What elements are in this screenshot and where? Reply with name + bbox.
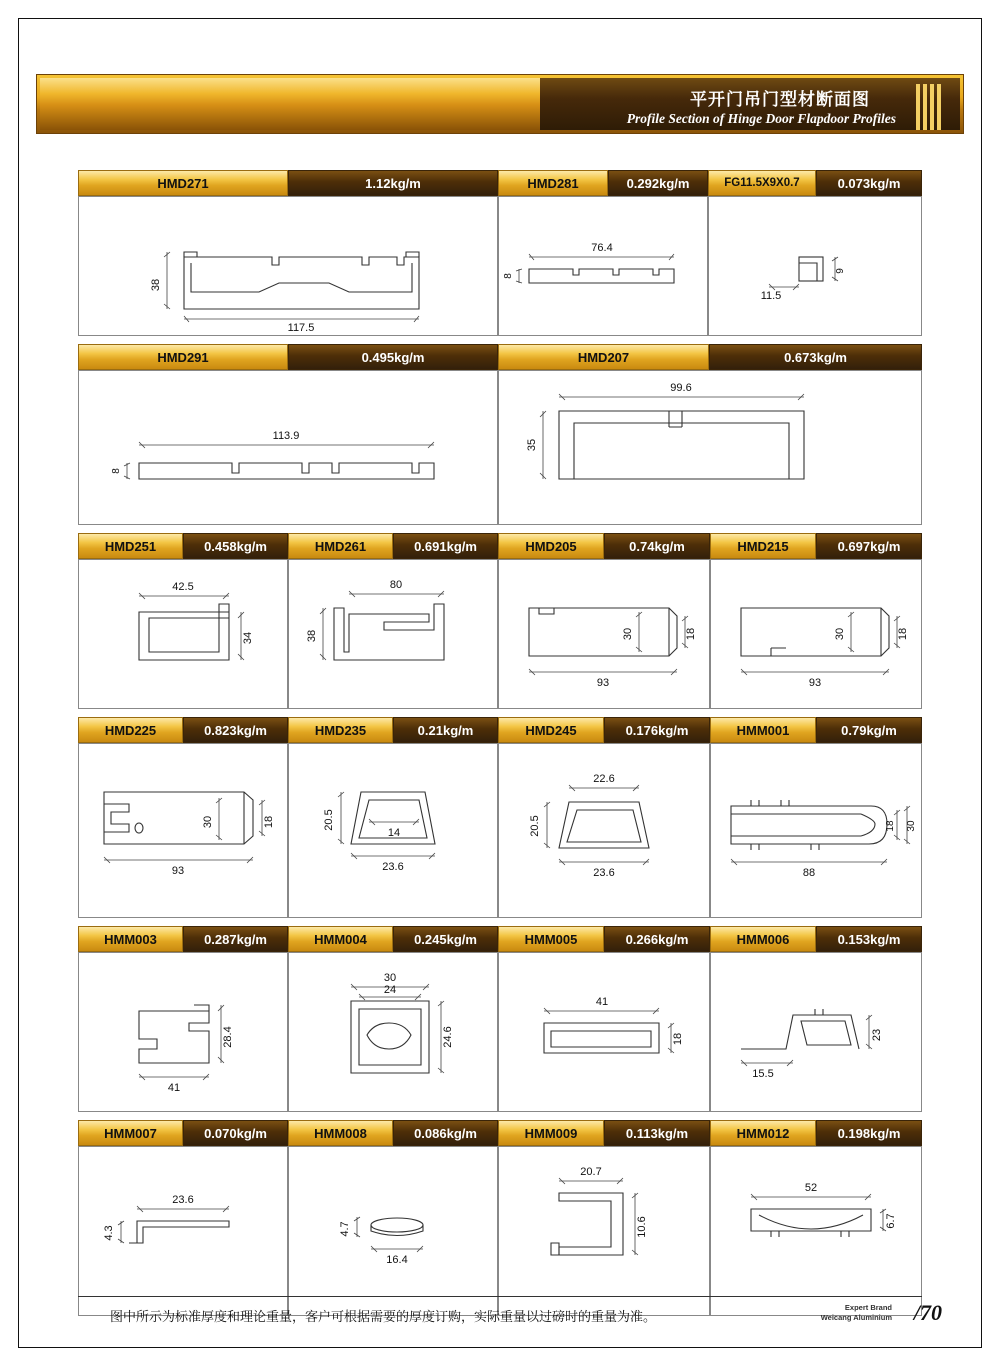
dimension-label: 24.6: [442, 1026, 454, 1048]
header-stripe-decoration: [916, 84, 950, 130]
profile-figure-hmm003: [78, 952, 288, 1112]
profile-row-labels: [78, 717, 922, 743]
dimension-label: 42.5: [172, 581, 194, 593]
dimension-label: 23: [871, 1028, 883, 1042]
dimension-label: 20.5: [529, 815, 541, 837]
dimension-label: 34: [242, 631, 254, 645]
profile-weight: 0.113kg/m: [604, 1120, 710, 1146]
profile-code: HMD235: [288, 717, 393, 743]
dimension-label: 76.4: [591, 242, 613, 254]
dimension-label: 18: [885, 820, 896, 832]
dimension-label: 8: [503, 273, 514, 279]
profile-row-figures: [78, 559, 922, 709]
profile-code: HMM005: [498, 926, 604, 952]
dimension-label: 28.4: [222, 1026, 234, 1048]
profile-code: HMM007: [78, 1120, 183, 1146]
profile-weight: 1.12kg/m: [288, 170, 498, 196]
profile-figure-hmd225: [78, 743, 288, 918]
dimension-label: 18: [672, 1032, 684, 1046]
dimension-label: 80: [389, 579, 403, 591]
profile-weight: 0.292kg/m: [608, 170, 708, 196]
profile-row-figures: [78, 952, 922, 1112]
dimension-label: 30: [622, 627, 634, 641]
profile-weight: 0.823kg/m: [183, 717, 288, 743]
profile-row-figures: [78, 743, 922, 918]
profile-code: HMD291: [78, 344, 288, 370]
dimension-label: 4.7: [339, 1221, 351, 1237]
footer-note: 图中所示为标准厚度和理论重量，客户可根据需要的厚度订购，实际重量以过磅时的重量为准。: [110, 1310, 657, 1325]
profile-weight: 0.198kg/m: [816, 1120, 922, 1146]
profile-code: HMD251: [78, 533, 183, 559]
profile-figure-hmd291: [78, 370, 498, 525]
dimension-label: 93: [596, 677, 610, 689]
dimension-label: 41: [167, 1082, 181, 1094]
profile-figure-hmd235: [288, 743, 498, 918]
profile-weight: 0.21kg/m: [393, 717, 498, 743]
profile-row-labels: [78, 170, 922, 196]
dimension-label: 113.9: [272, 430, 300, 442]
profile-code: HMD205: [498, 533, 604, 559]
profile-row-labels: [78, 1120, 922, 1146]
dimension-label: 41: [595, 996, 609, 1008]
dimension-label: 35: [526, 438, 538, 452]
profile-figure-hmd205: [498, 559, 710, 709]
profile-grid: [78, 170, 922, 1324]
profile-weight: 0.086kg/m: [393, 1120, 498, 1146]
dimension-label: 88: [802, 867, 816, 879]
profile-figure-hmd281: [498, 196, 708, 336]
profile-weight: 0.691kg/m: [393, 533, 498, 559]
profile-code: HMM009: [498, 1120, 604, 1146]
dimension-label: 4.3: [103, 1225, 115, 1241]
dimension-label: 30: [383, 972, 397, 984]
dimension-label: 117.5: [287, 322, 315, 334]
dimension-label: 30: [834, 627, 846, 641]
profile-row-figures: [78, 1146, 922, 1316]
profile-figure-hmd251: [78, 559, 288, 709]
dimension-label: 18: [685, 627, 697, 641]
profile-weight: 0.287kg/m: [183, 926, 288, 952]
profile-figure-hmd207: [498, 370, 922, 525]
profile-figure-hmm012: [710, 1146, 922, 1316]
profile-row: [78, 533, 922, 709]
page-number: /70: [913, 1300, 942, 1325]
profile-code: FG11.5X9X0.7: [708, 170, 816, 196]
profile-code: HMD225: [78, 717, 183, 743]
dimension-label: 11.5: [760, 290, 782, 302]
dimension-label: 99.6: [670, 382, 692, 394]
profile-figure-hmm008: [288, 1146, 498, 1316]
profile-figure-fg11-5: [708, 196, 922, 336]
page-title-english: Profile Section of Hinge Door Flapdoor Profiles: [626, 111, 896, 126]
profile-code: HMD281: [498, 170, 608, 196]
dimension-label: 9: [835, 268, 846, 274]
profile-row-labels: [78, 344, 922, 370]
dimension-label: 30: [906, 820, 917, 832]
dimension-label: 23.6: [593, 867, 615, 879]
profile-row: [78, 344, 922, 525]
profile-code: HMM003: [78, 926, 183, 952]
profile-weight: 0.79kg/m: [816, 717, 922, 743]
dimension-label: 14: [387, 827, 401, 839]
profile-row-figures: [78, 370, 922, 525]
profile-row: [78, 1120, 922, 1316]
dimension-label: 16.4: [386, 1254, 408, 1266]
dimension-label: 93: [808, 677, 822, 689]
profile-figure-hmm009: [498, 1146, 710, 1316]
profile-row: [78, 926, 922, 1112]
profile-code: HMM012: [710, 1120, 816, 1146]
profile-weight: 0.176kg/m: [604, 717, 710, 743]
profile-weight: 0.245kg/m: [393, 926, 498, 952]
profile-figure-hmm006: [710, 952, 922, 1112]
dimension-label: 38: [150, 278, 162, 292]
dimension-label: 10.6: [636, 1216, 648, 1238]
profile-weight: 0.673kg/m: [709, 344, 922, 370]
profile-code: HMD245: [498, 717, 604, 743]
profile-figure-hmd261: [288, 559, 498, 709]
dimension-label: 24: [383, 984, 397, 996]
dimension-label: 8: [111, 468, 122, 474]
page-header-banner: [36, 74, 964, 134]
profile-weight: 0.073kg/m: [816, 170, 922, 196]
profile-code: HMM006: [710, 926, 816, 952]
page-title-chinese: 平开门吊门型材断面图: [690, 90, 870, 110]
profile-figure-hmm001: [710, 743, 922, 918]
profile-code: HMD271: [78, 170, 288, 196]
dimension-label: 93: [171, 865, 185, 877]
profile-row-labels: [78, 926, 922, 952]
profile-row-labels: [78, 533, 922, 559]
dimension-label: 30: [202, 815, 214, 829]
profile-code: HMD207: [498, 344, 709, 370]
profile-weight: 0.458kg/m: [183, 533, 288, 559]
profile-figure-hmd245: [498, 743, 710, 918]
dimension-label: 23.6: [382, 861, 404, 873]
brand-line-2: Weicang Aluminium: [820, 1313, 892, 1322]
profile-figure-hmm007: [78, 1146, 288, 1316]
profile-code: HMD215: [710, 533, 816, 559]
profile-code: HMM001: [710, 717, 816, 743]
dimension-label: 20.7: [580, 1166, 602, 1178]
header-gradient: [40, 78, 960, 130]
profile-weight: 0.153kg/m: [816, 926, 922, 952]
profile-row: [78, 717, 922, 918]
profile-weight: 0.495kg/m: [288, 344, 498, 370]
profile-figure-hmd215: [710, 559, 922, 709]
dimension-label: 18: [263, 815, 275, 829]
profile-row-figures: [78, 196, 922, 336]
profile-weight: 0.74kg/m: [604, 533, 710, 559]
dimension-label: 22.6: [593, 773, 615, 785]
profile-weight: 0.266kg/m: [604, 926, 710, 952]
profile-figure-hmm005: [498, 952, 710, 1112]
profile-row: [78, 170, 922, 336]
profile-code: HMM008: [288, 1120, 393, 1146]
profile-figure-hmd271: [78, 196, 498, 336]
profile-figure-hmm004: [288, 952, 498, 1112]
dimension-label: 20.5: [323, 809, 335, 831]
footer-divider: [78, 1296, 922, 1297]
profile-weight: 0.070kg/m: [183, 1120, 288, 1146]
dimension-label: 15.5: [752, 1068, 774, 1080]
dimension-label: 6.7: [885, 1213, 897, 1229]
profile-code: HMD261: [288, 533, 393, 559]
dimension-label: 18: [897, 627, 909, 641]
profile-code: HMM004: [288, 926, 393, 952]
profile-weight: 0.697kg/m: [816, 533, 922, 559]
dimension-label: 23.6: [172, 1194, 194, 1206]
dimension-label: 38: [306, 629, 318, 643]
brand-line-1: Expert Brand: [844, 1303, 892, 1312]
dimension-label: 52: [804, 1182, 818, 1194]
